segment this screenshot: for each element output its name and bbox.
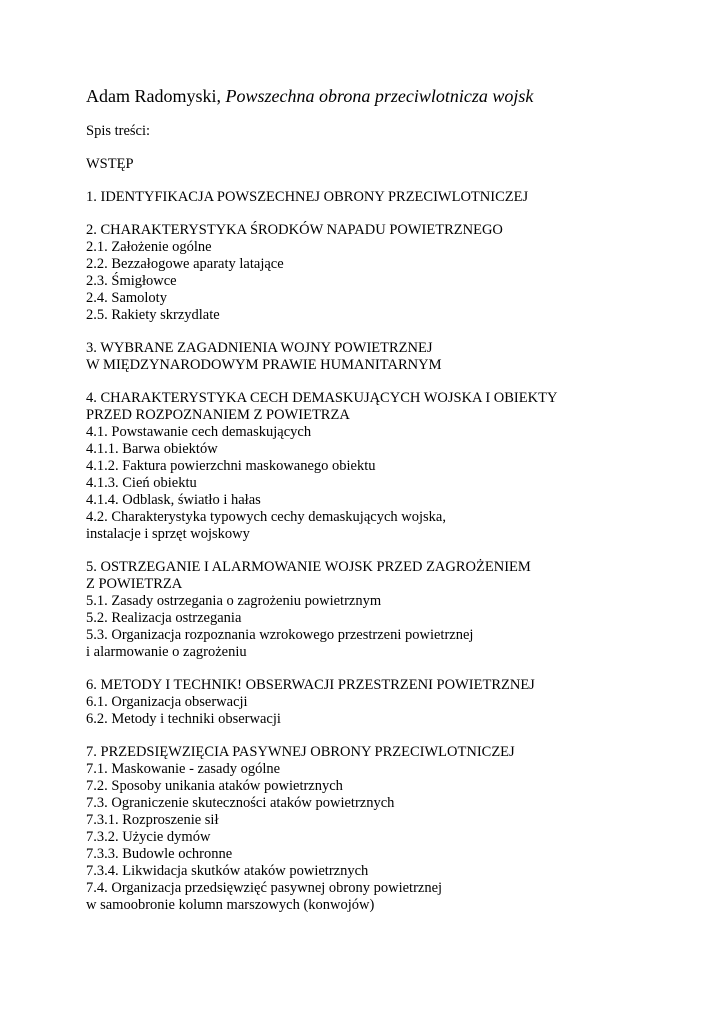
toc-section bbox=[86, 189, 686, 206]
spacer bbox=[86, 543, 686, 559]
author-name: Adam Radomyski, bbox=[86, 86, 221, 106]
toc-entry: 7.4. Organizacja przedsięwzięć pasywnej obrony powietrznej bbox=[86, 880, 443, 896]
spacer bbox=[86, 661, 686, 677]
toc-entry: W MIĘDZYNARODOWYM PRAWIE HUMANITARNYM bbox=[86, 357, 442, 373]
toc-entry: 4.1.4. Odblask, światło i hałas bbox=[86, 492, 261, 508]
toc-entry: 2.3. Śmigłowce bbox=[86, 273, 177, 289]
toc-section bbox=[86, 156, 686, 173]
toc-chapter-heading: 3. WYBRANE ZAGADNIENIA WOJNY POWIETRZNEJ bbox=[86, 340, 433, 356]
toc-entry: 7.3. Ograniczenie skuteczności ataków powietrznych bbox=[86, 795, 395, 811]
document-title bbox=[86, 84, 686, 108]
toc-entry: PRZED ROZPOZNANIEM Z POWIETRZA bbox=[86, 407, 350, 423]
toc-entry: 7.3.2. Użycie dymów bbox=[86, 829, 211, 845]
toc-heading: Spis treści: bbox=[86, 123, 151, 139]
toc-entry: 7.3.3. Budowle ochronne bbox=[86, 846, 233, 862]
toc-entry: 7.3.1. Rozproszenie sił bbox=[86, 812, 219, 828]
spacer bbox=[86, 374, 686, 390]
toc-entry: Z POWIETRZA bbox=[86, 576, 183, 592]
toc-chapter-heading: 7. PRZEDSIĘWZIĘCIA PASYWNEJ OBRONY PRZECIWLOTNICZEJ bbox=[86, 744, 515, 760]
toc-chapter-heading: 6. METODY I TECHNIK! OBSERWACJI PRZESTRZENI POWIETRZNEJ bbox=[86, 677, 535, 693]
document-page bbox=[86, 84, 686, 914]
book-title: Powszechna obrona przeciwlotnicza wojsk bbox=[225, 86, 534, 106]
spacer bbox=[86, 173, 686, 189]
table-of-contents bbox=[86, 156, 686, 914]
toc-entry: 2.5. Rakiety skrzydlate bbox=[86, 307, 220, 323]
toc-section bbox=[86, 222, 686, 324]
spacer bbox=[86, 140, 686, 156]
toc-section bbox=[86, 559, 686, 661]
toc-chapter-heading: 1. IDENTYFIKACJA POWSZECHNEJ OBRONY PRZECIWLOTNICZEJ bbox=[86, 189, 529, 205]
spacer bbox=[86, 324, 686, 340]
toc-entry: 2.2. Bezzałogowe aparaty latające bbox=[86, 256, 284, 272]
toc-entry: 6.2. Metody i techniki obserwacji bbox=[86, 711, 281, 727]
toc-chapter-heading: 4. CHARAKTERYSTYKA CECH DEMASKUJĄCYCH WOJSKA I OBIEKTY bbox=[86, 390, 558, 406]
spacer bbox=[86, 206, 686, 222]
toc-entry: i alarmowanie o zagrożeniu bbox=[86, 644, 247, 660]
toc-chapter-heading: 5. OSTRZEGANIE I ALARMOWANIE WOJSK PRZED ZAGROŻENIEM bbox=[86, 559, 531, 575]
toc-section bbox=[86, 340, 686, 374]
toc-entry: 5.1. Zasady ostrzegania o zagrożeniu powietrznym bbox=[86, 593, 382, 609]
toc-section bbox=[86, 744, 686, 914]
toc-entry: 7.3.4. Likwidacja skutków ataków powietrznych bbox=[86, 863, 369, 879]
toc-section bbox=[86, 677, 686, 728]
toc-entry: 5.3. Organizacja rozpoznania wzrokowego przestrzeni powietrznej bbox=[86, 627, 474, 643]
toc-entry: instalacje i sprzęt wojskowy bbox=[86, 526, 250, 542]
toc-chapter-heading: WSTĘP bbox=[86, 156, 134, 172]
toc-chapter-heading: 2. CHARAKTERYSTYKA ŚRODKÓW NAPADU POWIETRZNEGO bbox=[86, 222, 503, 238]
toc-entry: 6.1. Organizacja obserwacji bbox=[86, 694, 248, 710]
toc-entry: w samoobronie kolumn marszowych (konwojów) bbox=[86, 897, 375, 913]
toc-section bbox=[86, 390, 686, 543]
spacer bbox=[86, 728, 686, 744]
toc-entry: 7.2. Sposoby unikania ataków powietrznych bbox=[86, 778, 343, 794]
toc-entry: 4.2. Charakterystyka typowych cechy demaskujących wojska, bbox=[86, 509, 446, 525]
toc-entry: 7.1. Maskowanie - zasady ogólne bbox=[86, 761, 281, 777]
toc-entry: 4.1.3. Cień obiektu bbox=[86, 475, 197, 491]
toc-entry: 4.1.1. Barwa obiektów bbox=[86, 441, 218, 457]
toc-entry: 2.1. Założenie ogólne bbox=[86, 239, 212, 255]
toc-entry: 5.2. Realizacja ostrzegania bbox=[86, 610, 242, 626]
toc-entry: 4.1. Powstawanie cech demaskujących bbox=[86, 424, 312, 440]
toc-entry: 2.4. Samoloty bbox=[86, 290, 167, 306]
toc-entry: 4.1.2. Faktura powierzchni maskowanego obiektu bbox=[86, 458, 376, 474]
